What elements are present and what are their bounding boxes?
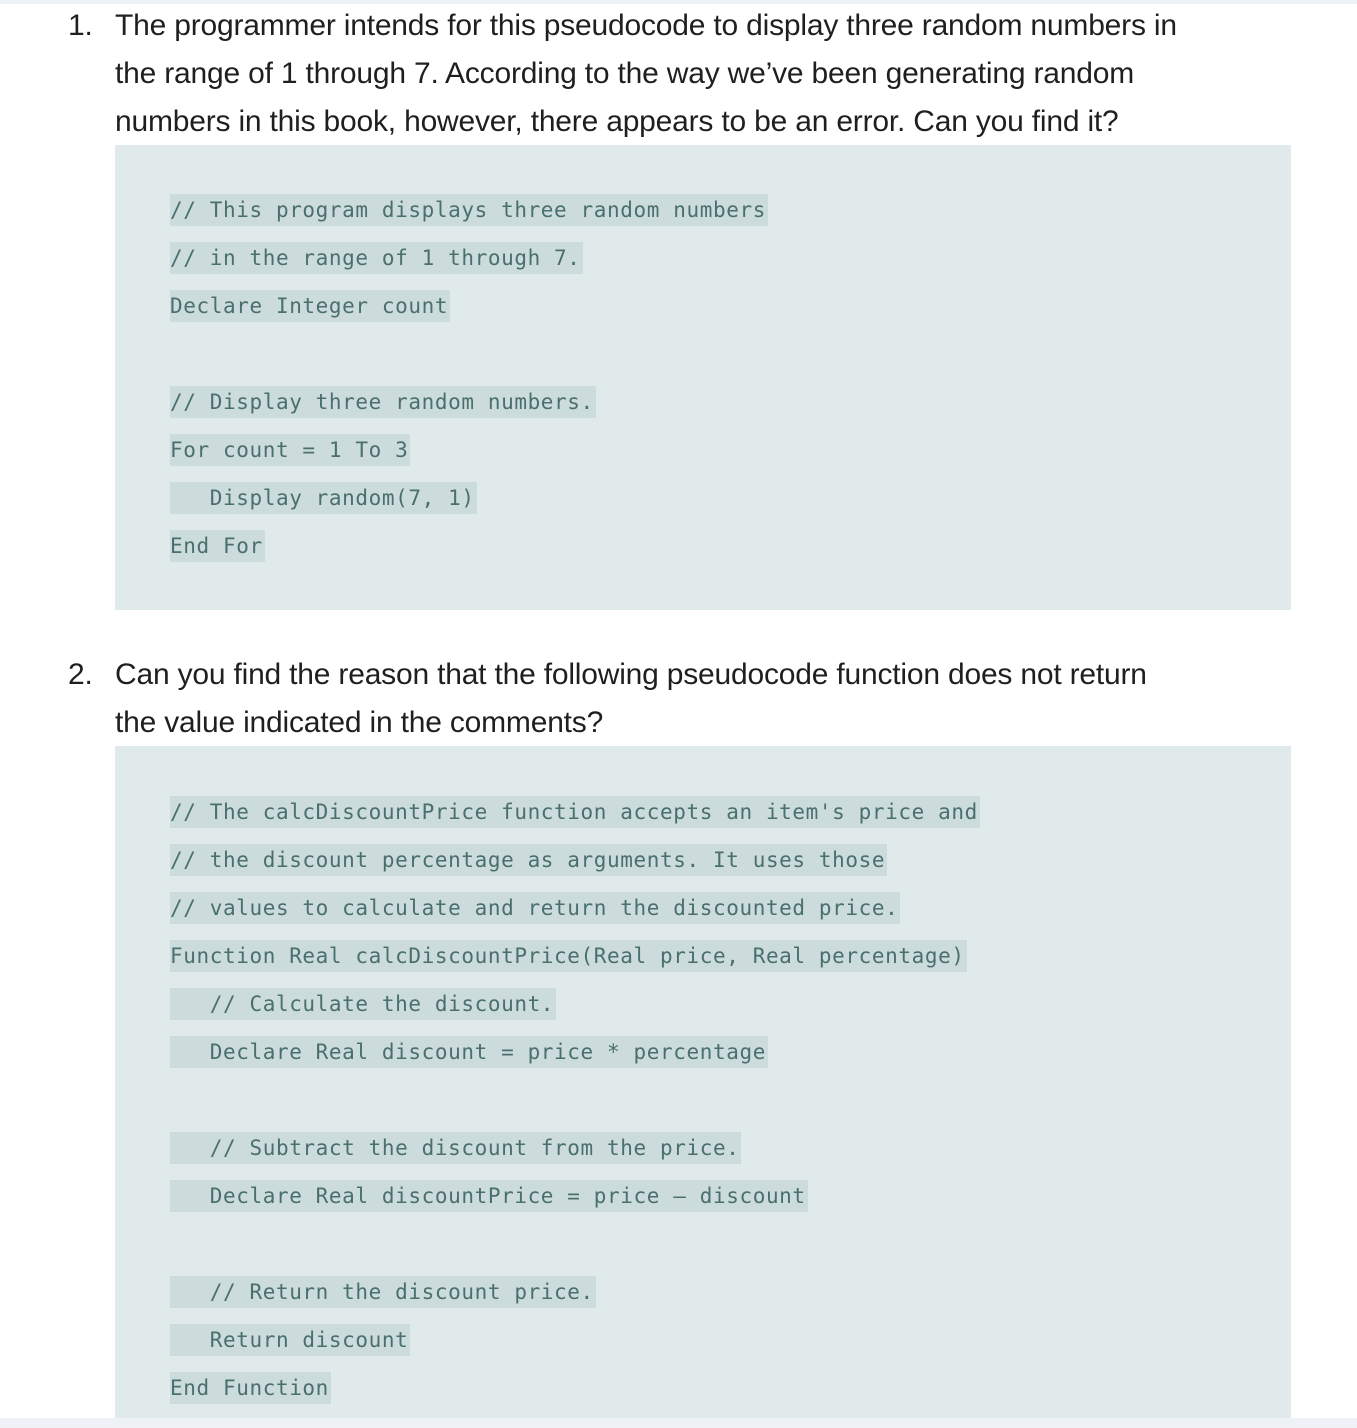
code-line [170,892,900,924]
question-text-line: Can you find the reason that the following pseudocode function does not return [115,658,1147,691]
code-line [170,530,265,562]
code-comment: // This program displays three random numbers [170,194,768,226]
question-text-line: the value indicated in the comments? [115,706,604,739]
code-statement: Function Real calcDiscountPrice(Real price, Real percentage) [170,940,967,972]
code-line [170,844,887,876]
code-statement: End Function [170,1372,331,1404]
code-line [170,194,768,226]
code-comment: // the discount percentage as arguments. It uses those [170,844,887,876]
code-comment: // in the range of 1 through 7. [170,242,583,274]
bottom-edge-strip [0,1418,1357,1428]
question-text-line: the range of 1 through 7. According to the way we’ve been generating random [115,57,1135,90]
code-line [170,1036,768,1068]
code-line [170,988,556,1020]
code-statement: Return discount [170,1324,410,1356]
question-number: 1. [68,9,93,42]
code-line [170,434,410,466]
code-comment: // values to calculate and return the discounted price. [170,892,900,924]
code-comment: // Subtract the discount from the price. [170,1132,741,1164]
question-text-line: numbers in this book, however, there appears to be an error. Can you find it? [115,105,1119,138]
code-comment: // The calcDiscountPrice function accepts an item's price and [170,796,980,828]
question-text-line: The programmer intends for this pseudocode to display three random numbers in [115,9,1177,42]
code-line [170,940,967,972]
code-line [170,1372,331,1404]
code-statement: End For [170,530,265,562]
question-text [115,2,1295,146]
code-line [170,290,450,322]
code-statement: Declare Integer count [170,290,450,322]
code-comment: // Display three random numbers. [170,386,596,418]
code-line [170,796,980,828]
question-number: 2. [68,658,93,691]
code-comment: // Calculate the discount. [170,988,556,1020]
code-statement: Declare Real discountPrice = price – discount [170,1180,808,1212]
code-line [170,482,477,514]
code-statement: For count = 1 To 3 [170,434,410,466]
code-line [170,386,596,418]
code-comment: // Return the discount price. [170,1276,596,1308]
code-line [170,1180,808,1212]
code-line [170,242,583,274]
question-text [115,651,1295,747]
code-statement: Display random(7, 1) [170,482,477,514]
code-line [170,1324,410,1356]
code-statement: Declare Real discount = price * percentage [170,1036,768,1068]
code-block-2 [115,746,1291,1418]
code-block-1 [115,145,1291,610]
code-line [170,1132,741,1164]
code-line [170,1276,596,1308]
